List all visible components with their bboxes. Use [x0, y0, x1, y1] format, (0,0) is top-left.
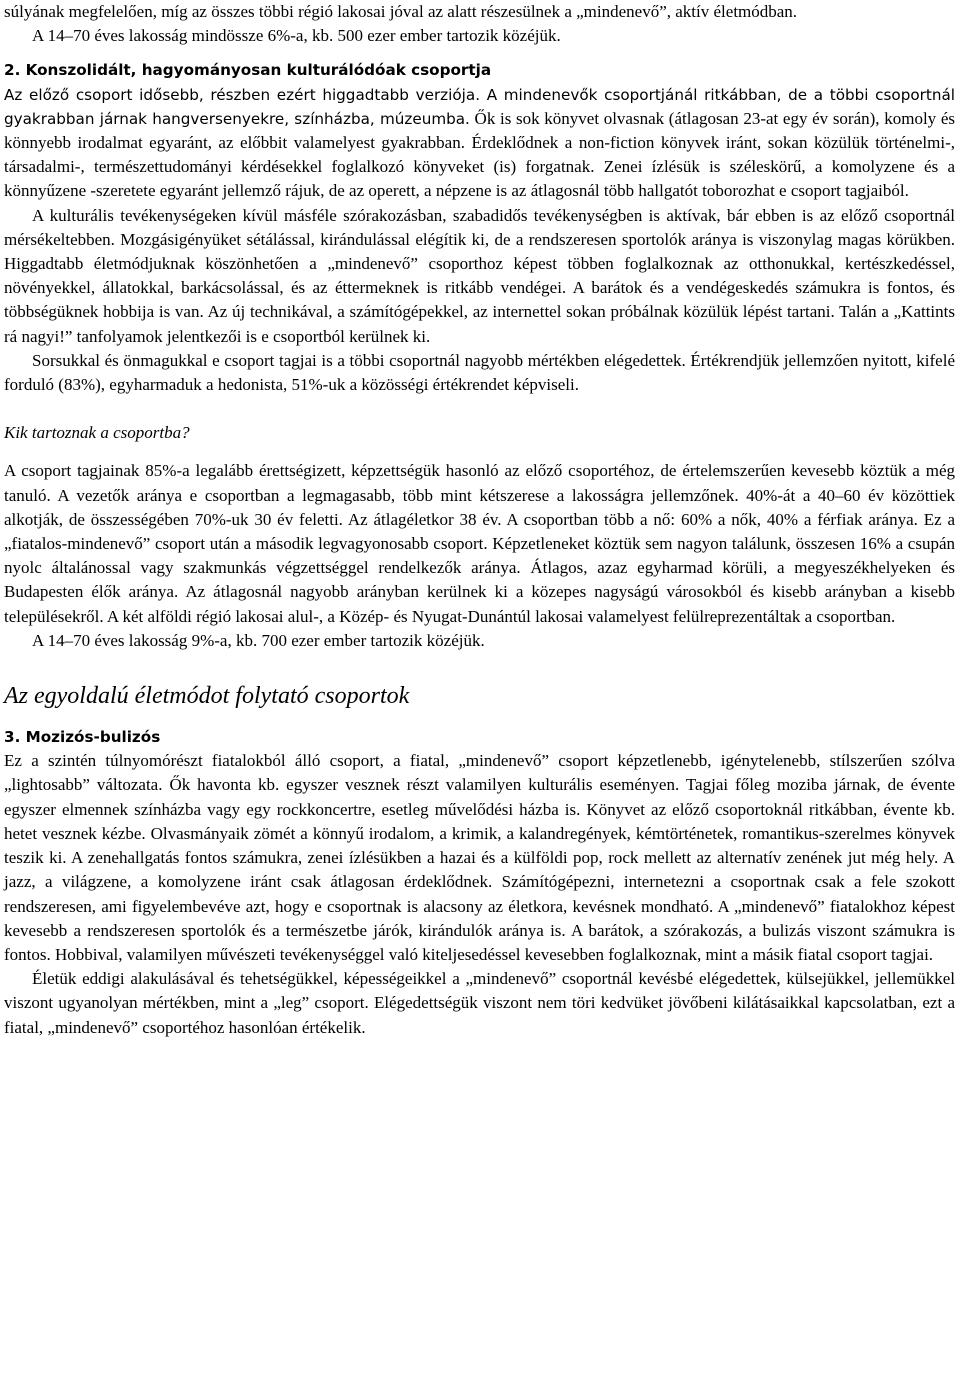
- paragraph-population-share: A 14–70 éves lakosság mindössze 6%-a, kb. 500 ezer ember tartozik közéjük.: [32, 26, 561, 46]
- paragraph-group-3-satisfaction: Életük eddigi alakulásával és tehetségükkel, képességeikkel a „mindenevő” csoportnál kevésbé elégedettek, külsejükkel, jellemükkel viszont ugyanolyan mértékben, mint a „leg” csoport. Elégedettségük viszont nem töri kedvüket jövőbeni kilátásaikkal kapcsolatban, ezt a fiatal, „mindenevő” csoportéhoz hasonlóan értékelik.: [4, 969, 955, 1037]
- paragraph-group-2-body: Ők is sok könyvet olvasnak (átlagosan 23-at egy év során), komoly és könnyebb irodalmat egyaránt, az előbbit valamelyest gyakrabban. Érdeklődnek a non-fiction könyvek iránt, sokan közülük történelmi-, társadalmi-, természettudományi kérdésekkel foglalkozó könyveket (is) forgatnak. Zenei ízlésük is széleskörű, a komolyzene és a könnyűzene -szeretete egyaránt jellemző rájuk, de az operett, a népzene is az átlagosnál több hallgatót toborozhat e csoport tagjaiból.: [4, 108, 955, 201]
- spacer: [4, 711, 955, 725]
- paragraph-group-2-description: [4, 83, 955, 204]
- section-title-one-sided: Az egyoldalú életmódot folytató csoportok: [4, 683, 410, 710]
- spacer: [4, 445, 955, 459]
- paragraph-group-2-values: Sorsukkal és önmagukkal e csoport tagjai is a többi csoportnál nagyobb mértékben elégedettek. Értékrendjük jellemzően nyitott, kifelé forduló (83%), egyharmaduk a hedonista, 51%-uk a közösségi értékrendet képviseli.: [4, 350, 955, 395]
- paragraph-group-2-leisure: A kulturális tevékenységeken kívül másféle szórakozásban, szabadidős tevékenységben is aktívak, bár ebben is az előző csoportnál mérsékeltebben. Mozgásigényüket sétálással, kirándulással elégítik ki, de a rendszeresen sportolók aránya is viszonylag magas körükben. Higgadtabb életmódjuknak köszönhetően a „mindenevő” csoporthoz képest többen foglalkoznak az otthonukkal, kertészkedéssel, növényekkel, állatokkal, barkácsolással, és az éttermeknek is ritkább vendégei. A barátok és a vendégeskedés számukra is fontos, és többségüknek hobbija is van. Az új technikával, a számítógépekkel, az internettel sokan próbálnak közülük lépést tartani. Talán a „Kattints rá nagyi!” tanfolyamok jelentkezői is e csoportból kerülnek ki.: [4, 205, 955, 346]
- paragraph-group-3-description: Ez a szintén túlnyomórészt fiatalokból álló csoport, a fiatal, „mindenevő” csoport képzetlenebb, igénytelenebb, stílszerűen szólva „lightosabb” változata. Ők havonta kb. egyszer vesznek részt valamilyen kulturális eseményen. Tagjai főleg moziba járnak, de évente egyszer elmennek színházba vagy egy rockkoncertre, esetleg művelődési házba is. Könyvet az előző csoportoknál ritkábban, évente kb. hetet vesznek kézbe. Olvasmányaik zömét a könnyű irodalom, a krimik, a kalandregények, kémtörténetek, romantikus-szerelmes könyvek teszik ki. A zenehallgatás fontos számukra, zenei ízlésükben a hazai és a külföldi pop, rock mellett az alternatív zenének jut még hely. A jazz, a világzene, a komolyzene iránt csak átlagosan érdeklődnek. Számítógépezni, internetezni a csoportnak csak a fele szokott rendszeresen, ami figyelembevéve azt, hogy e csoportnak is alacsony az életkora, kevésnek mondható. A „mindenevő” fiatalokhoz képest kevesebb a rendszeresen sportolók és a természetbe járók, kirándulók aránya is. A barátok, a szórakozás, a bulizás viszont számukra is fontos. Hobbival, valamilyen művészeti tevékenységgel való kiteljesedéssel kevesebben foglalkoznak, mint a másik fiatal csoport tagjai.: [4, 751, 955, 964]
- paragraph-intro: súlyának megfelelően, míg az összes többi régió lakosai jóval az alatt részesülnek a „mindenevő”, aktív életmódban.: [4, 2, 798, 21]
- spacer: [4, 48, 955, 58]
- paragraph-group-2-population-share: A 14–70 éves lakosság 9%-a, kb. 700 ezer ember tartozik közéjük.: [32, 630, 485, 650]
- paragraph-group-2-lead: Az előző csoport idősebb, részben ezért higgadtabb verziója.: [4, 85, 481, 104]
- spacer: [4, 397, 955, 421]
- heading-group-2: 2. Konszolidált, hagyományosan kulturálódóak csoportja: [4, 61, 492, 80]
- paragraph-group-2-demographics: A csoport tagjainak 85%-a legalább érettségizett, képzettségük hasonló az előző csoportéhoz, de értelemszerűen kevesebb köztük a még tanuló. A vezetők aránya e csoportban a legmagasabb, több mint kétszerese a lakosságra jellemzőnek. 40%-át a 40–60 év közöttiek alkotják, de összességében 70%-uk 30 év feletti. Az átlagéletkor 38 év. A csoportban több a nő: 60% a nők, 40% a férfiak aránya. Ez a „fiatalos-mindenevő” csoport után a második legvagyonosabb csoport. Képzetleneket köztük sem nagyon találunk, összesen 16% a csupán nyolc általánossal vagy szakmunkás végzettséggel rendelkezők aránya. Átlagos, azaz egyharmad körüli, a megyeszékhelyeken és Budapesten élők aránya. Az átlagosnál nagyobb arányban kerülnek ki a közepes nagyságú városokból és kisebb arányban a kisebb településekről. A két alföldi régió lakosai alul-, a Közép- és Nyugat-Dunántúl lakosai valamelyest felülreprezentáltak a csoportban.: [4, 461, 955, 626]
- subtitle-who-belongs: Kik tartoznak a csoportba?: [4, 423, 190, 443]
- heading-group-3: 3. Mozizós-bulizós: [4, 728, 161, 747]
- spacer: [4, 653, 955, 681]
- paragraph-group-2-lead-cont: A mindenevők csoportjánál ritkábban, de a többi csoportnál gyakrabban járnak hangversenyekre, színházba, múzeumba.: [4, 85, 955, 128]
